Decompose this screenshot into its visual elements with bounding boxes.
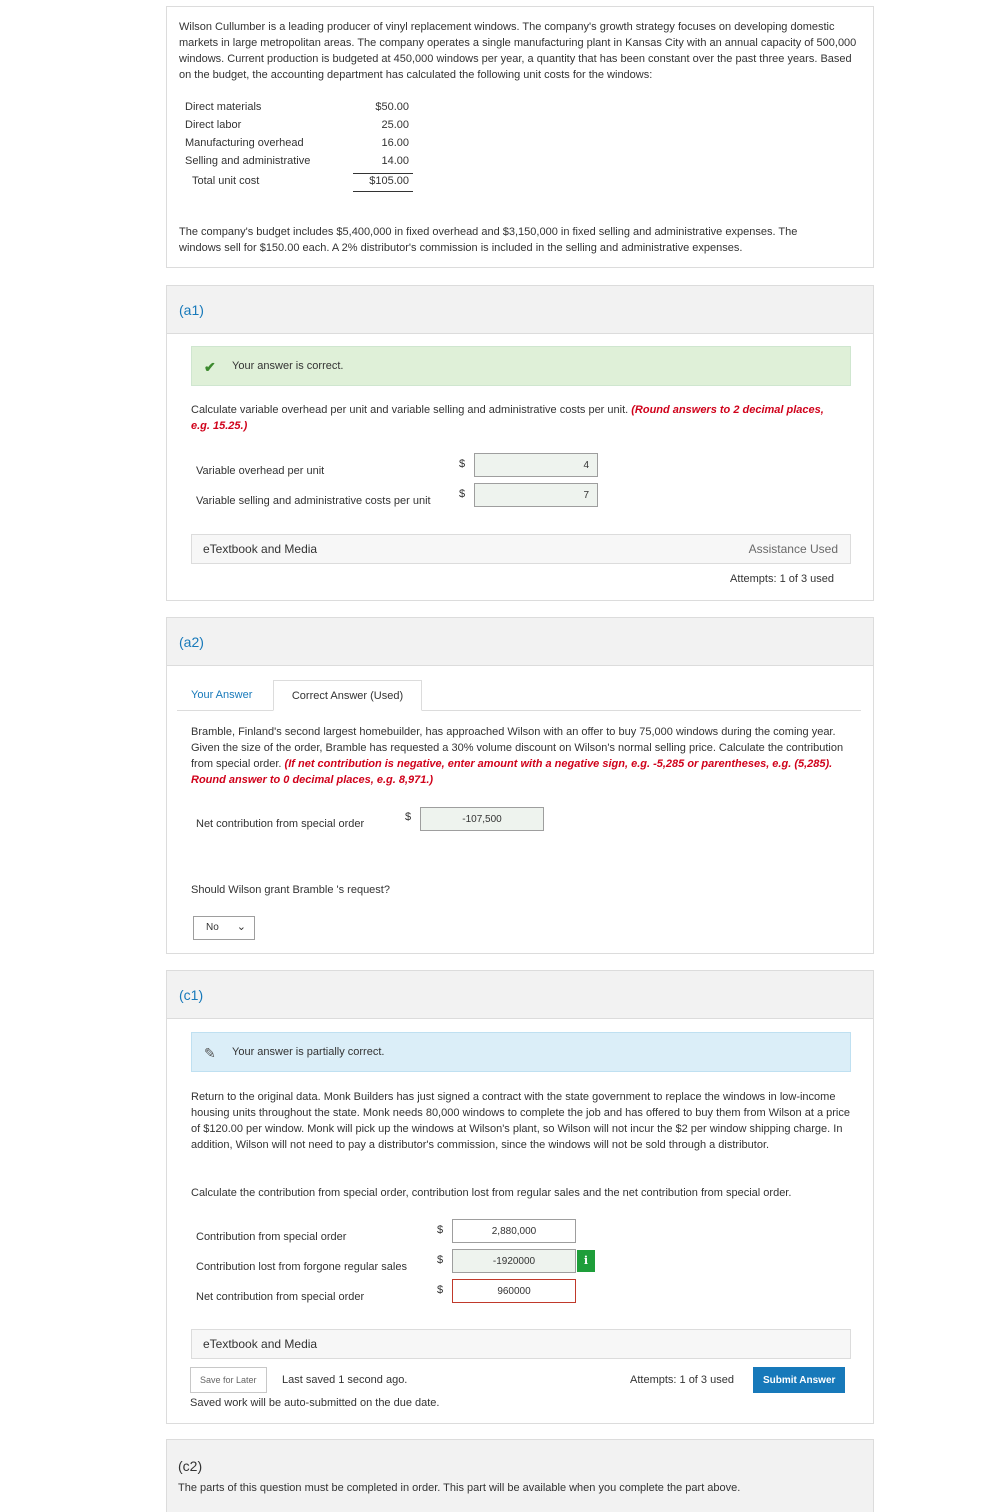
net-contribution-input[interactable]: -107,500 [420, 807, 544, 831]
question-text [191, 724, 853, 788]
etextbook-bar [191, 534, 851, 564]
etextbook-link[interactable]: eTextbook and Media [203, 1337, 318, 1351]
variable-overhead-input[interactable]: 4 [474, 453, 598, 477]
cost-label: Manufacturing overhead [185, 137, 304, 149]
row-label: Net contribution from special order [196, 1291, 365, 1303]
currency-symbol: $ [459, 488, 466, 500]
attempts-count: Attempts: 1 of 3 used [730, 573, 834, 585]
question-body: Bramble, Finland's second largest homebuilder, has approached Wilson with an offer to buy 75,000 windows during the coming year. Given the size of the order, Bramble has requested a 30% volume discount on Wilson's normal selling price. Calculate the contribution from special order. [191, 726, 844, 770]
cost-row [185, 137, 415, 155]
auto-submit-note: Saved work will be auto-submitted on the due date. [190, 1397, 440, 1409]
cost-row [185, 101, 415, 119]
contribution-lost-input[interactable]: -1920000 [452, 1249, 576, 1273]
checkmark-icon: ✔ [204, 359, 216, 375]
pencil-icon: ✎ [204, 1045, 216, 1061]
total-rule [353, 191, 413, 192]
row-label: Variable selling and administrative costs per unit [196, 495, 431, 507]
rounding-instruction: (Round answers to 2 decimal places, e.g. 15.25.) [191, 404, 824, 432]
part-c2-card [166, 1439, 874, 1512]
part-a2-heading: (a2) [179, 634, 204, 650]
cost-total-label: Total unit cost [192, 175, 260, 187]
etextbook-link[interactable]: eTextbook and Media [203, 542, 318, 556]
currency-symbol: $ [437, 1254, 444, 1266]
chevron-down-icon: ⌄ [236, 921, 246, 933]
question-text-2: Calculate the contribution from special order, contribution lost from regular sales and the net contribution from special order. [191, 1187, 792, 1199]
part-c1-card [166, 970, 874, 1424]
part-a1-heading: (a1) [179, 302, 204, 318]
part-c1-header [167, 971, 873, 1019]
question-body: Calculate variable overhead per unit and variable selling and administrative costs per unit. [191, 404, 629, 416]
question-text: Return to the original data. Monk Builders has just signed a contract with the state government to replace the windows in low-income housing units throughout the state. Monk needs 80,000 windows to complete the job and has offered to buy them from Wilson at a price of $120.00 per window. Monk will pick up the windows at Wilson's plant, so Wilson will not incur the $2 per window shipping charge. In addition, Wilson will not need to pay a distributor's commission, since the windows will not be sold through a distributor. [191, 1091, 850, 1151]
cost-value: 25.00 [381, 119, 409, 131]
info-icon[interactable]: i [577, 1250, 595, 1272]
cost-total-value: $105.00 [369, 175, 409, 187]
part-a2-card [166, 617, 874, 954]
last-saved-text: Last saved 1 second ago. [282, 1374, 408, 1386]
tab-your-answer[interactable]: Your Answer [191, 689, 253, 701]
save-for-later-button[interactable]: Save for Later [190, 1367, 267, 1393]
answer-tabs [177, 680, 861, 711]
part-c2-heading: (c2) [178, 1458, 203, 1474]
intro-paragraph: Wilson Cullumber is a leading producer of vinyl replacement windows. The company's growth strategy focuses on developing domestic markets in large metropolitan areas. The company operates a single manufacturing plant in Kansas City with an annual capacity of 500,000 windows. Current production is budgeted at 450,000 windows per year, a quantity that has been constant over the past three years. Based on the budget, the accounting department has calculated the following unit costs for the windows: [179, 21, 857, 81]
grant-request-select[interactable] [193, 916, 255, 940]
cost-label: Direct labor [185, 119, 242, 131]
etextbook-bar [191, 1329, 851, 1359]
variable-selling-admin-input[interactable]: 7 [474, 483, 598, 507]
tab-correct-answer[interactable]: Correct Answer (Used) [273, 680, 422, 711]
submit-answer-button[interactable]: Submit Answer [753, 1367, 845, 1393]
grant-question: Should Wilson grant Bramble 's request? [191, 884, 390, 896]
currency-symbol: $ [459, 458, 466, 470]
problem-intro-card [166, 6, 874, 268]
cost-row [185, 155, 415, 173]
currency-symbol: $ [405, 811, 412, 823]
cost-value: $50.00 [375, 101, 409, 113]
attempts-count: Attempts: 1 of 3 used [630, 1374, 734, 1386]
row-label: Contribution lost from forgone regular sales [196, 1261, 407, 1273]
net-contribution-input[interactable]: 960000 [452, 1279, 576, 1303]
rounding-instruction: (If net contribution is negative, enter amount with a negative sign, e.g. -5,285 or parentheses, e.g. (5,285). Round answer to 0 decimal places, e.g. 8,971.) [191, 758, 833, 786]
cost-row [185, 119, 415, 137]
select-value: No [206, 922, 219, 933]
question-text [191, 402, 841, 434]
currency-symbol: $ [437, 1284, 444, 1296]
cost-value: 14.00 [381, 155, 409, 167]
row-label: Variable overhead per unit [196, 465, 325, 477]
contribution-special-order-input[interactable]: 2,880,000 [452, 1219, 576, 1243]
row-label: Contribution from special order [196, 1231, 347, 1243]
correct-banner [191, 346, 851, 386]
cost-label: Selling and administrative [185, 155, 311, 167]
part-a1-header [167, 286, 873, 334]
part-c1-heading: (c1) [179, 987, 204, 1003]
part-c2-note: The parts of this question must be completed in order. This part will be available when you complete the part above. [178, 1482, 741, 1494]
row-label: Net contribution from special order [196, 818, 365, 830]
part-a1-card [166, 285, 874, 601]
partial-banner [191, 1032, 851, 1072]
subtotal-rule [353, 173, 413, 174]
assistance-used-label: Assistance Used [748, 542, 838, 556]
part-a2-header [167, 618, 873, 666]
intro-paragraph-2: The company's budget includes $5,400,000 in fixed overhead and $3,150,000 in fixed selling and administrative expenses. The windows sell for $150.00 each. A 2% distributor's commission is included in the selling and administrative expenses. [179, 226, 798, 254]
currency-symbol: $ [437, 1224, 444, 1236]
cost-value: 16.00 [381, 137, 409, 149]
cost-label: Direct materials [185, 101, 262, 113]
banner-text: Your answer is correct. [232, 360, 344, 372]
banner-text: Your answer is partially correct. [232, 1046, 385, 1058]
